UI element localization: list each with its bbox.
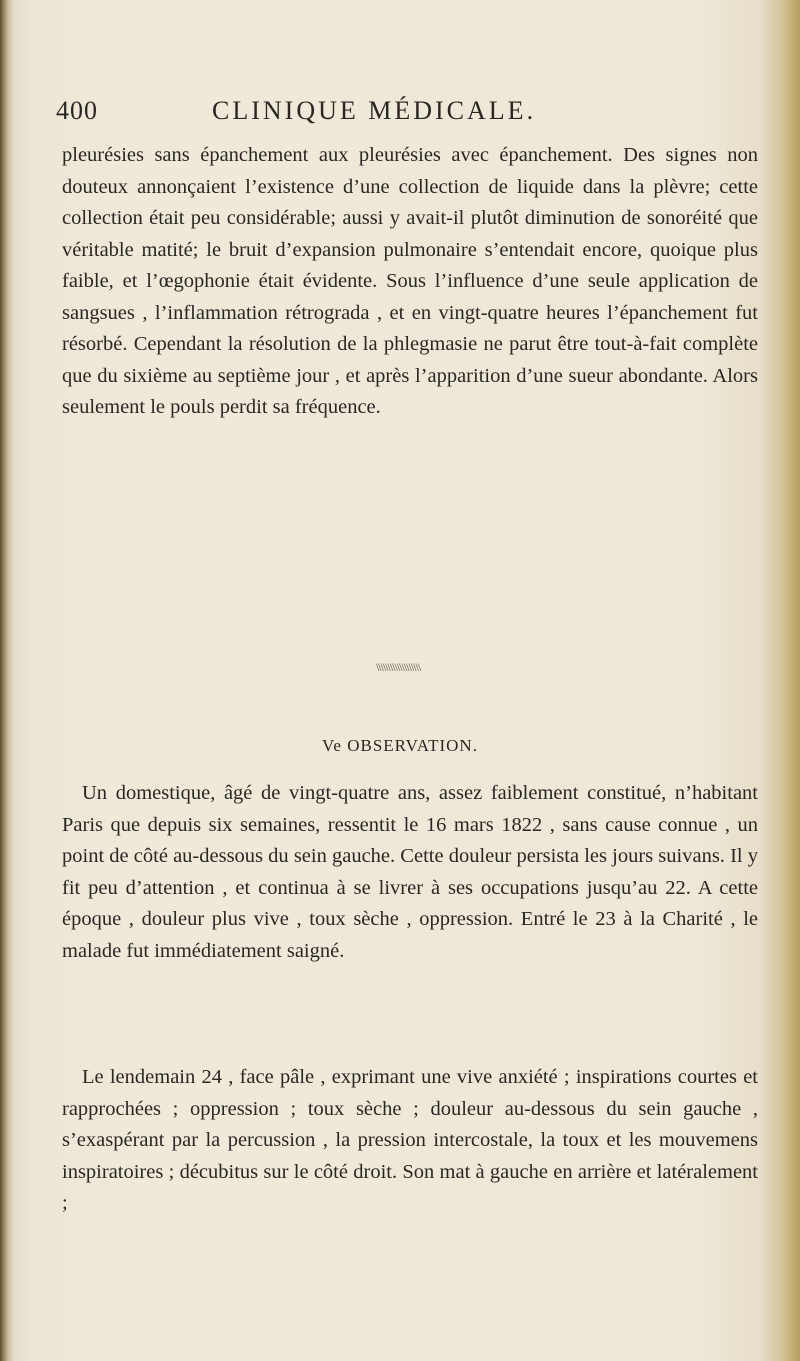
- paragraph-observation-intro: Un domestique, âgé de vingt-quatre ans, assez faiblement constitué, n’habitant Paris que depuis six semaines, ressentit le 16 mars 1822 , sans cause connue , un point de côté au-dessous du sein gauche. Cette douleur persista les jours suivans. Il y fit peu d’attention , et continua à se livrer à ses occupations jusqu’au 22. A cette époque , douleur plus vive , toux sèche , oppression. Entré le 23 à la Charité , le malade fut immédiatement saigné.: [62, 782, 758, 962]
- page-right-edge: [760, 0, 800, 1361]
- running-title: CLINIQUE MÉDICALE.: [212, 96, 537, 125]
- page-number: 400: [56, 96, 98, 125]
- section-ornament: \\\\\\\\\\\\\\\\\\\: [375, 660, 421, 674]
- page-left-edge: [0, 0, 14, 1361]
- section-title: Ve OBSERVATION.: [322, 736, 478, 755]
- page-header: [56, 96, 756, 136]
- paragraph-continuation: pleurésies sans épanchement aux pleurésies avec épanchement. Des signes non douteux annonçaient l’existence d’une collection de liquide dans la plèvre; cette collection était peu considérable; aussi y avait-il plutôt diminution de sonoréité que véritable matité; le bruit d’expansion pulmonaire s’entendait encore, quoique plus faible, et l’œgophonie était évidente. Sous l’influence d’une seule application de sangsues , l’inflammation rétrograda , et en vingt-quatre heures l’épanchement fut résorbé. Cependant la résolution de la phlegmasie ne parut être tout-à-fait complète que du sixième au septième jour , et après l’apparition d’une sueur abondante. Alors seulement le pouls perdit sa fréquence.: [62, 144, 758, 418]
- paragraph-observation-followup: Le lendemain 24 , face pâle , exprimant une vive anxiété ; inspirations courtes et rapprochées ; oppression ; toux sèche ; douleur au-dessous du sein gauche , s’exaspérant par la percussion , la pression intercostale, la toux et les mouvemens inspiratoires ; décubitus sur le côté droit. Son mat à gauche en arrière et latéralement ;: [62, 1066, 758, 1214]
